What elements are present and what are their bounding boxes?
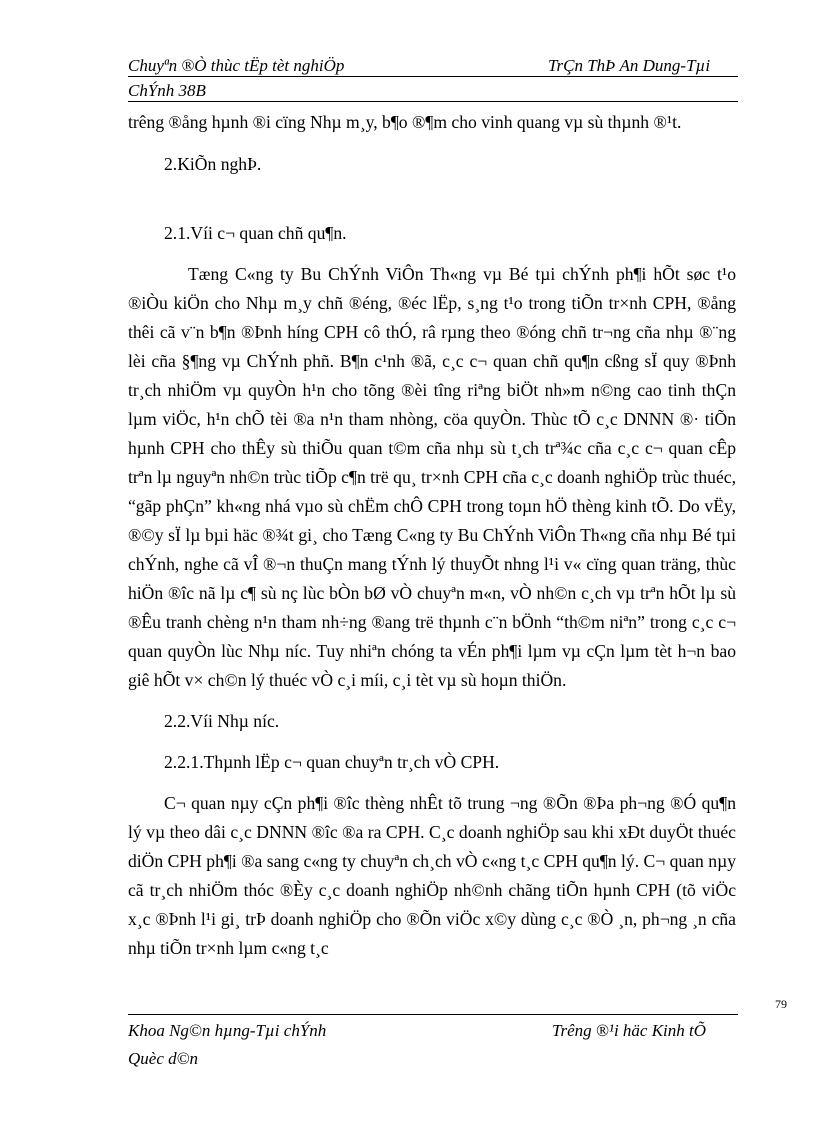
footer-university: Trêng ®¹i häc Kinh tÕ [552, 1021, 707, 1040]
section-heading-2-1: 2.1.Víi c¬ quan chñ qu¶n. [164, 223, 347, 243]
header-underline-2 [128, 101, 738, 102]
section-heading-2-2-1: 2.2.1.Thµnh lËp c¬ quan chuyªn tr¸ch vÒ CPH. [164, 752, 500, 772]
header-title: Chuyªn ®Ò thùc tËp tèt nghiÖp [128, 56, 345, 75]
header-author: TrÇn ThÞ An Dung-Tµi [548, 56, 711, 75]
paragraph-continued: trêng ®ång hµnh ®i cïng Nhµ m¸y, b¶o ®¶m cho vinh quang vµ sù thµnh ®¹t. [128, 112, 682, 132]
header-class: ChÝnh 38B [128, 81, 206, 100]
footer-faculty-2: Quèc d©n [128, 1049, 199, 1068]
paragraph-2-1: Tæng C«ng ty Bu ChÝnh ViÔn Th«ng vµ Bé tµi chÝnh ph¶i hÕt søc t¹o ®iÒu kiÖn cho Nhµ m¸y chñ ®éng, ®éc lËp, s¸ng t¹o trong tiÕn tr×nh CPH, ®ång thêi cã v¨n b¶n ®Þnh híng CPH cô thÓ, râ rµng theo ®óng chñ tr¬ng cña nhµ ®¨ng lèi cña §¶ng vµ ChÝnh phñ. B¶n c¹nh ®ã, c¸c c¬ quan chñ qu¶n cßng sÏ quy ®Þnh tr¸ch nhiÖm vµ quyÒn h¹n cho tõng ®èi tîng riªng biÖt nh»m n©ng cao tinh thÇn lµm viÖc, h¹n chÕ tèi ®a n¹n tham nhòng, cöa quyÒn. Thùc tÕ c¸c DNNN ®· tiÕn hµnh CPH cho thÊy sù thiÕu quan t©m cña nhµ sù t¸ch trª¾c cña c¸c c¬ quan cÊp trªn lµ nguyªn nh©n trùc tiÕp c¶n trë qu¸ tr×nh CPH cña c¸c doanh nghiÖp trùc thuéc, “gãp phÇn” kh«ng nhá vµo sù chËm chÔ CPH trong toµn hÖ thèng kinh tÕ. Do vËy, ®©y sÏ lµ bµi häc ®¾t gi¸ cho Tæng C«ng ty Bu ChÝnh ViÔn Th«ng cña nhµ Bé tµi chÝnh, nghe cã vÎ ®¬n thuÇn mang tÝnh lý thuyÕt nhng l¹i v« cïng quan träng, thùc hiÖn ®îc nã lµ c¶ sù nç lùc bÒn bØ vÒ chuyªn m«n, vÒ nh©n c¸ch vµ trªn hÕt lµ sù ®Êu tranh chèng n¹n tham nh÷ng ®ang trë thµnh c¨n bÖnh “th©m niªn” trong c¸c c¬ quan quyÒn lùc Nhµ níc. Tuy nhiªn chóng ta vÉn ph¶i lµm vµ cÇn lµm tèt h¬n bao giê hÕt v× ch©n lý thuéc vÒ c¸i míi, c¸i tèt vµ sù hoµn thiÖn. [128, 264, 736, 690]
header-underline [128, 76, 738, 77]
footer-rule [128, 1014, 738, 1015]
section-heading-2: 2.KiÕn nghÞ. [164, 154, 262, 174]
paragraph-2-2-1: C¬ quan nµy cÇn ph¶i ®îc thèng nhÊt tõ trung ¬ng ®Õn ®Þa ph¬ng ®Ó qu¶n lý vµ theo dâi c¸c DNNN ®îc ®a ra CPH. C¸c doanh nghiÖp sau khi xÐt duyÖt thuéc diÖn CPH ph¶i ®a sang c«ng ty chuyªn ch¸ch vÒ c«ng t¸c CPH qu¶n lý. C¬ quan nµy cã tr¸ch nhiÖm thóc ®Èy c¸c doanh nghiÖp nh©nh chãng tiÕn hµnh CPH (tõ viÖc x¸c ®Þnh l¹i gi¸ trÞ doanh nghiÖp cho ®Õn viÖc x©y dùng c¸c ®Ò ¸n, ph¬ng ¸n cña nhµ tiÕn tr×nh lµm c«ng t¸c [128, 793, 736, 958]
section-heading-2-2: 2.2.Víi Nhµ níc. [164, 711, 280, 731]
page-body [128, 108, 736, 963]
page-number: 79 [775, 997, 787, 1011]
footer-faculty: Khoa Ng©n hµng-Tµi chÝnh [128, 1021, 327, 1040]
